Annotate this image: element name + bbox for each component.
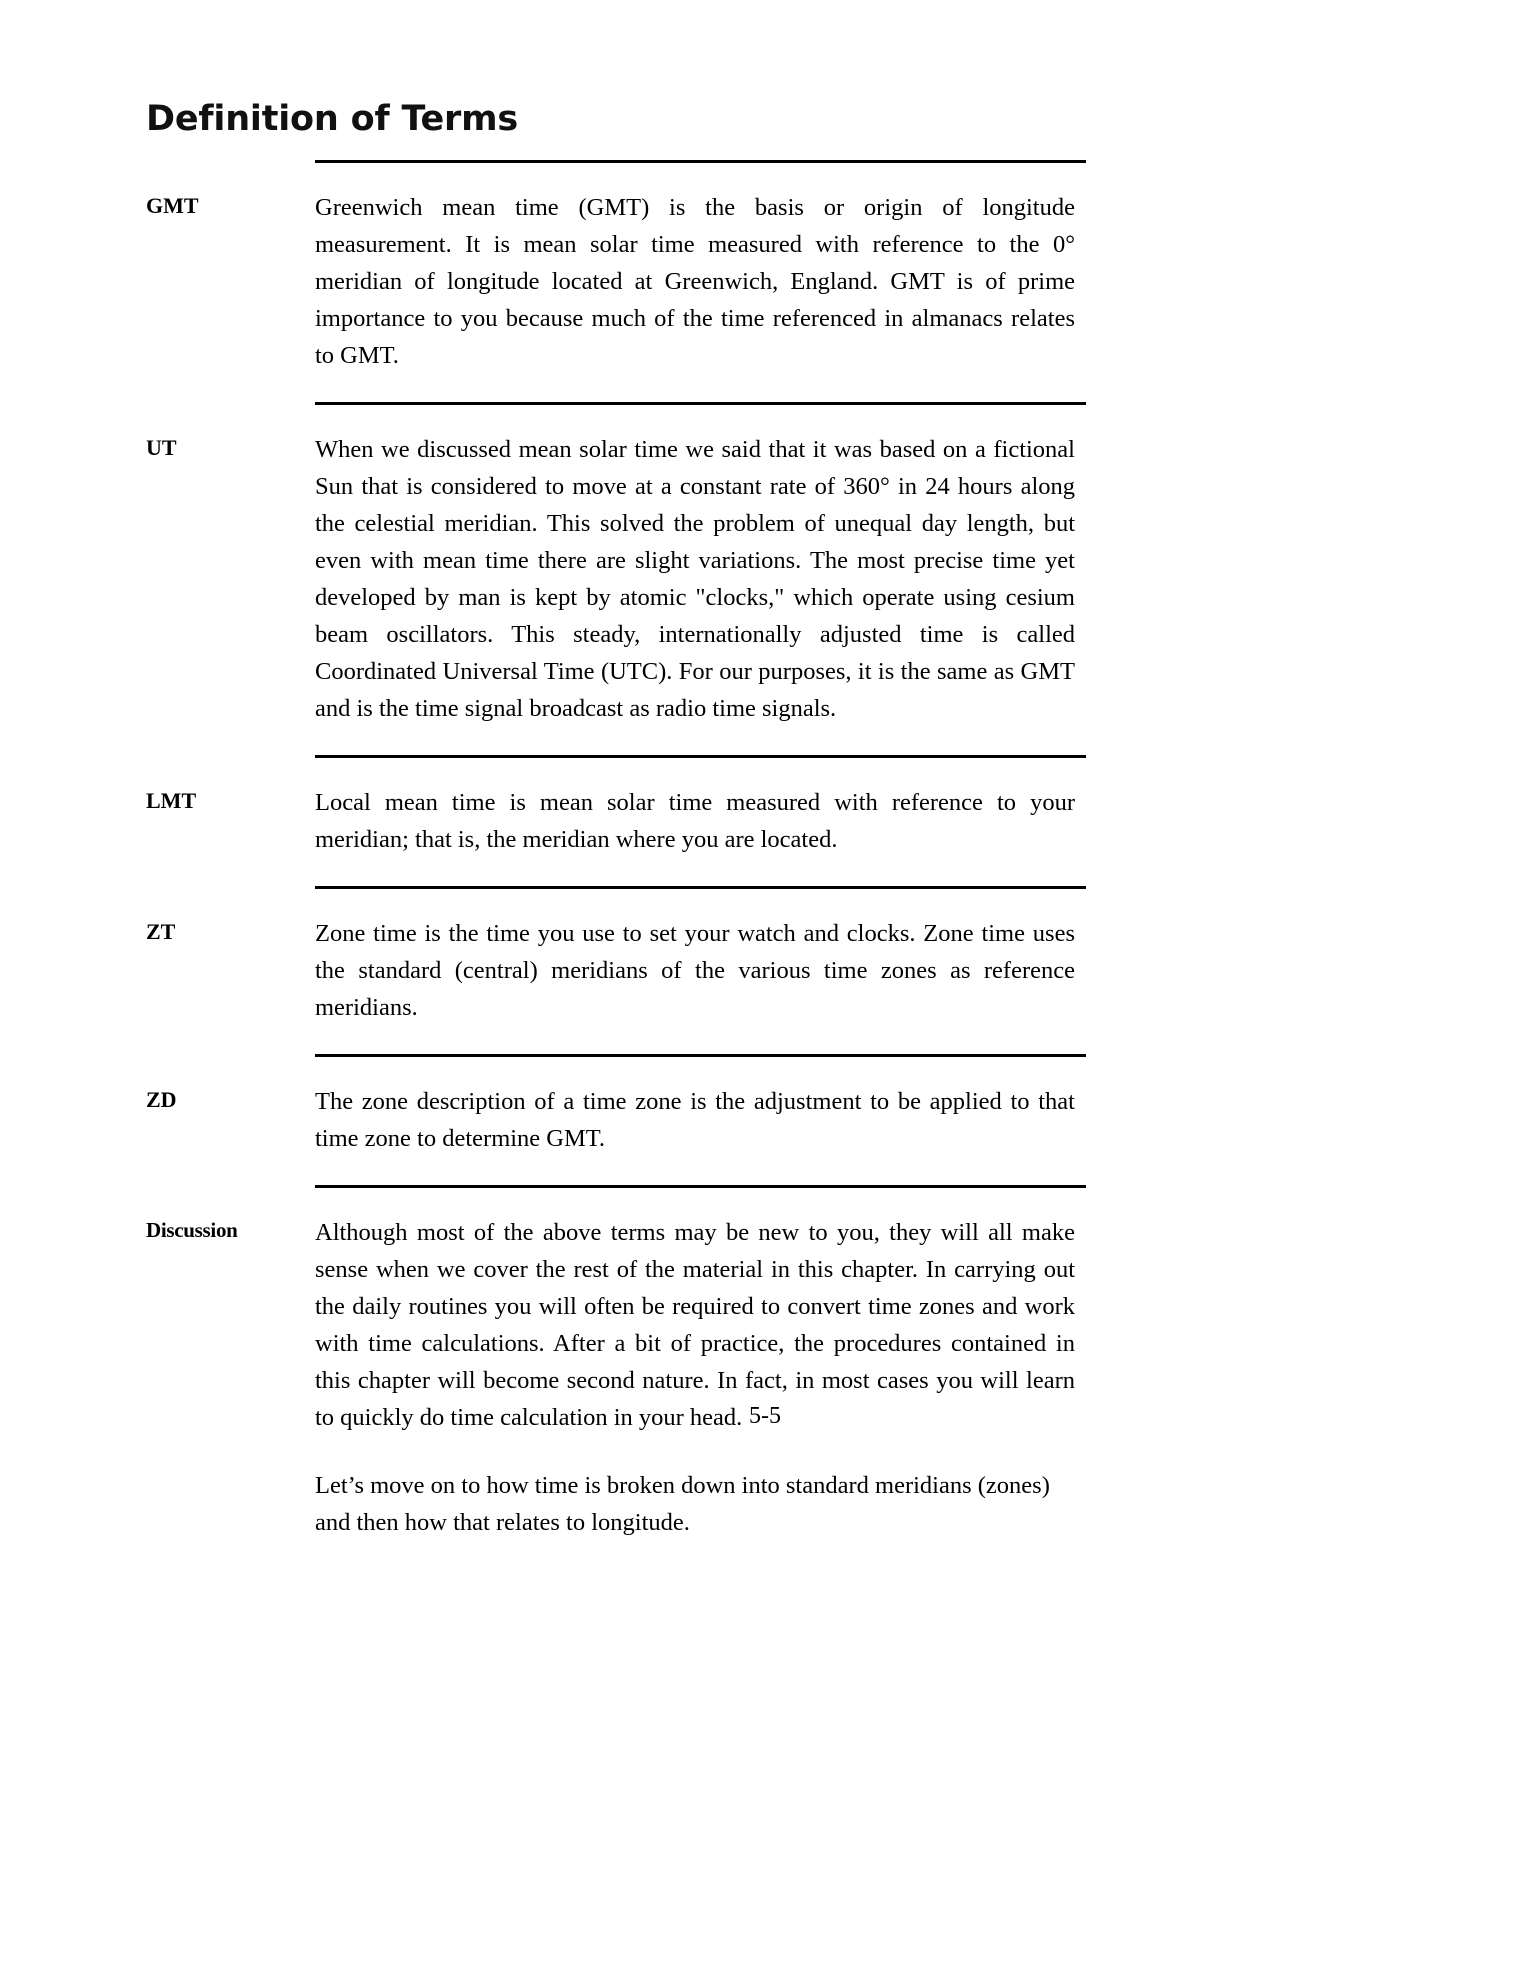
- definition-entry-zt: [146, 886, 1386, 1026]
- page-title: Definition of Terms: [146, 99, 518, 140]
- entry-body: [146, 1057, 1386, 1157]
- term-label-discussion: Discussion: [146, 1218, 238, 1242]
- definition-entry-gmt: [146, 160, 1386, 374]
- term-label-lmt: LMT: [146, 788, 197, 813]
- term-label-zt: ZT: [146, 919, 176, 944]
- term-label-gmt: GMT: [146, 193, 199, 218]
- definition-paragraph: Local mean time is mean solar time measured with reference to your meridian; that is, the meridian where you are located.: [315, 789, 1075, 853]
- entry-body: [146, 758, 1386, 858]
- entry-body: [146, 889, 1386, 1026]
- term-definition-lmt: [315, 758, 1075, 858]
- definition-paragraph: When we discussed mean solar time we said that it was based on a fictional Sun that is considered to move at a constant rate of 360° in 24 hours along the celestial meridian. This solved the problem of unequal day length, but even with mean time there are slight variations. The most precise time yet developed by man is kept by atomic "clocks," which operate using cesium beam oscillators. This steady, internationally adjusted time is called Coordinated Universal Time (UTC). For our purposes, it is the same as GMT and is the time signal broadcast as radio time signals.: [315, 436, 1075, 722]
- definition-entry-ut: [146, 402, 1386, 727]
- term-definition-zd: [315, 1057, 1075, 1157]
- definition-paragraph: Greenwich mean time (GMT) is the basis or origin of longitude measurement. It is mean solar time measured with reference to the 0° meridian of longitude located at Greenwich, England. GMT is of prime importance to you because much of the time referenced in almanacs relates to GMT.: [315, 194, 1075, 369]
- definition-paragraph: Zone time is the time you use to set your watch and clocks. Zone time uses the standard (central) meridians of the various time zones as reference meridians.: [315, 920, 1075, 1021]
- term-definition-zt: [315, 889, 1075, 1026]
- entry-body: [146, 163, 1386, 374]
- term-label-zd: ZD: [146, 1087, 177, 1112]
- definition-entry-discussion: [146, 1185, 1386, 1541]
- term-definition-ut: [315, 405, 1075, 727]
- page-number: 5-5: [749, 1403, 781, 1429]
- term-definition-discussion: [315, 1188, 1075, 1541]
- definition-paragraph: The zone description of a time zone is the adjustment to be applied to that time zone to determine GMT.: [315, 1088, 1075, 1152]
- entry-body: [146, 1188, 1386, 1541]
- definition-paragraph: Although most of the above terms may be new to you, they will all make sense when we cover the rest of the material in this chapter. In carrying out the daily routines you will often be required to convert time zones and work with time calculations. After a bit of practice, the procedures contained in this chapter will become second nature. In fact, in most cases you will learn to quickly do time calculation in your head.: [315, 1219, 1075, 1431]
- definition-list: [146, 160, 1386, 1541]
- definition-paragraph: Let’s move on to how time is broken down into standard meridians (zones) and then how that relates to longitude.: [315, 1472, 1050, 1536]
- entry-body: [146, 405, 1386, 727]
- definition-entry-lmt: [146, 755, 1386, 858]
- term-label-ut: UT: [146, 435, 177, 460]
- term-definition-gmt: [315, 163, 1075, 374]
- definition-entry-zd: [146, 1054, 1386, 1157]
